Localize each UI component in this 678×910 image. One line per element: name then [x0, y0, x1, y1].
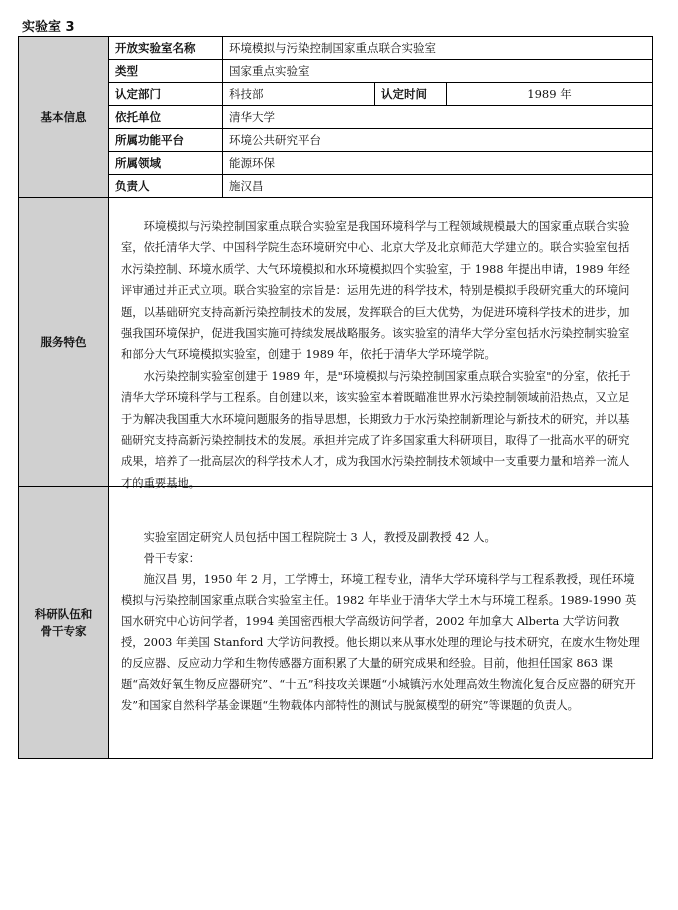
row-service — [19, 198, 653, 487]
service-text — [115, 198, 646, 490]
row-type — [19, 60, 653, 83]
key-accredit-time: 认定时间 — [375, 83, 447, 106]
row-lab-name — [19, 37, 653, 60]
row-host-unit — [19, 106, 653, 129]
key-host-unit: 依托单位 — [109, 106, 223, 129]
document-title: 实验室 3 — [22, 20, 75, 35]
team-cell — [109, 487, 653, 759]
value-type: 国家重点实验室 — [223, 60, 653, 83]
section-team-line2: 骨干专家 — [40, 623, 87, 638]
team-experts-heading: 骨干专家： — [143, 552, 201, 565]
value-host-unit: 清华大学 — [223, 106, 653, 129]
value-leader: 施汉昌 — [223, 175, 653, 198]
section-team-line1: 科研队伍和 — [34, 606, 93, 621]
key-platform: 所属功能平台 — [109, 129, 223, 152]
team-intro: 实验室固定研究人员包括中国工程院院士 3 人，教授及副教授 42 人。 — [143, 531, 496, 544]
key-type: 类型 — [109, 60, 223, 83]
key-lab-name: 开放实验室名称 — [109, 37, 223, 60]
row-leader — [19, 175, 653, 198]
key-field: 所属领域 — [109, 152, 223, 175]
service-cell — [109, 198, 653, 490]
value-department: 科技部 — [223, 83, 375, 106]
section-team — [19, 487, 109, 759]
key-leader: 负责人 — [109, 175, 223, 198]
value-field: 能源环保 — [223, 152, 653, 175]
value-lab-name: 环境模拟与污染控制国家重点联合实验室 — [223, 37, 653, 60]
row-field — [19, 152, 653, 175]
team-text — [115, 487, 646, 758]
section-basic-info: 基本信息 — [19, 37, 109, 198]
value-accredit-time: 1989 年 — [447, 83, 653, 106]
value-platform: 环境公共研究平台 — [223, 129, 653, 152]
row-team — [19, 487, 653, 759]
key-department: 认定部门 — [109, 83, 223, 106]
team-expert-bio: 施汉昌 男，1950 年 2 月，工学博士，环境工程专业，清华大学环境科学与工程系教授，现任环境模拟与污染控制国家重点联合实验室主任。1982 年毕业于清华大学土木与环境工程系。1989-1990 英国水研究中心访问学者，1994 美国密西根大学高级访问学者，2002 年加拿大 Alberta 大学访问教授，2003 年美国 Stanford 大学访问教授。他长期以来从事水处理的理论与技术研究，在废水生物处理的反应器、反应动力学和生物传感器方面积累了大量的研究成果和经验。目前，他担任国家 863 课题“高效好氧生物反应器研究”、“十五”科技攻关课题“小城镇污水处理高效生物流化复合反应器的研究开发”和国家自然科学基金课题“生物载体内部特性的测试与脱氮模型的研究”等课题的负责人。 — [121, 573, 640, 712]
service-paragraph-2: 水污染控制实验室创建于 1989 年，是"环境模拟与污染控制国家重点联合实验室"的分室，依托于清华大学环境科学与工程系。自创建以来，该实验室本着既瞄准世界水污染控制领域前沿热点，又立足于为解决我国重大水环境问题服务的指导思想，长期致力于水污染控制新理论与新技术的研究，并以基础研究支持高新污染控制技术的发展。承担并完成了许多国家重大科研项目，取得了一批高水平的研究成果，培养了一批高层次的科学技术人才，成为我国水污染控制技术领域中一支重要力量和培养一流人才的重要基地。 — [121, 369, 631, 490]
lab-info-table — [18, 36, 653, 759]
row-platform — [19, 129, 653, 152]
section-service: 服务特色 — [19, 198, 109, 487]
row-department — [19, 83, 653, 106]
service-paragraph-1: 环境模拟与污染控制国家重点联合实验室是我国环境科学与工程领域规模最大的国家重点联合实验室，依托清华大学、中国科学院生态环境研究中心、北京大学及北京师范大学建立的。联合实验室包括水污染控制、环境水质学、大气环境模拟和水环境模拟四个实验室，于 1988 年提出申请，1989 年经评审通过并正式立项。联合实验室的宗旨是：运用先进的科学技术，特别是模拟手段研究重大的环境问题，以基础研究支持高新污染控制技术的发展，发挥联合的巨大优势，为促进环境科学技术的进步，加强我国环境保护，促进我国实施可持续发展战略服务。该实验室的清华大学分室包括水污染控制实验室和部分大气环境模拟实验室，创建于 1989 年，依托于清华大学环境学院。 — [121, 220, 630, 362]
